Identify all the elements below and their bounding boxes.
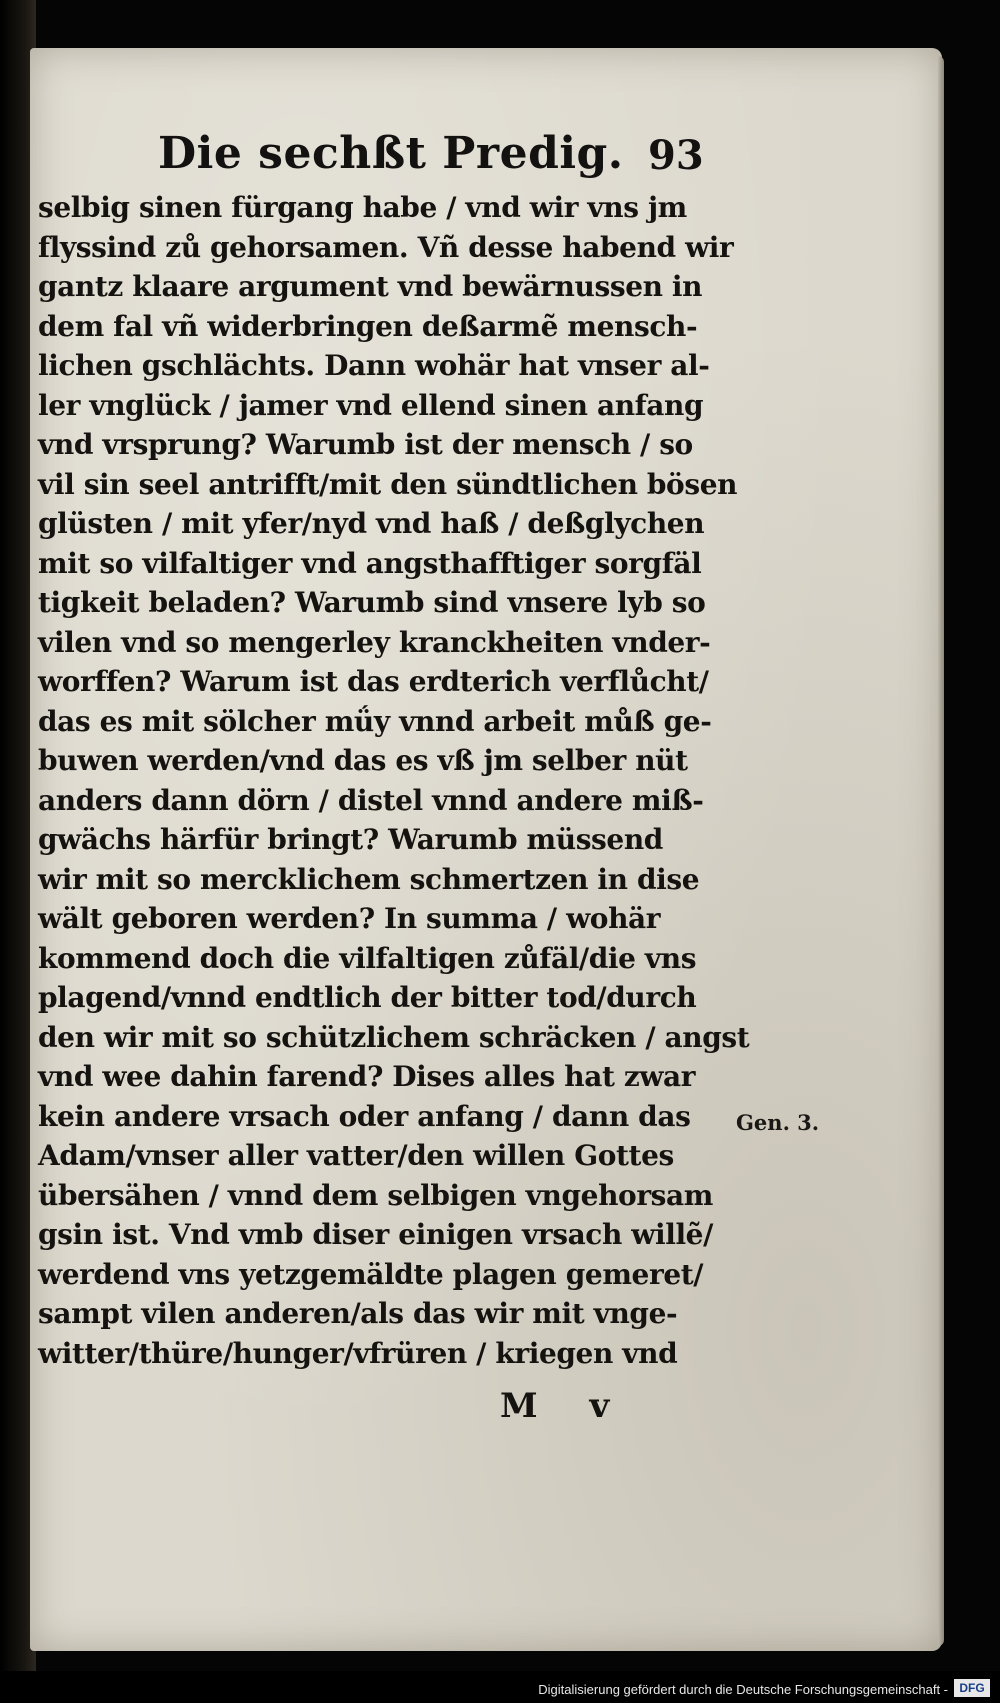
- running-head: Die sechßt Predig.: [158, 128, 624, 179]
- text-line: kommend doch die vilfaltigen zůfäl/die vns: [38, 941, 697, 975]
- text-line: vilen vnd so mengerley kranckheiten vnder-: [38, 625, 711, 659]
- text-line: lichen gschlächts. Dann wohär hat vnser al-: [38, 349, 710, 382]
- text-line: tigkeit beladen? Warumb sind vnsere lyb so: [38, 586, 706, 619]
- text-line: übersähen / vnnd dem selbigen vngehorsam: [38, 1178, 714, 1212]
- text-line: wält geboren werden? In summa / wohär: [38, 902, 661, 935]
- text-line: wir mit so mercklichem schmertzen in dise: [38, 862, 700, 896]
- text-line: sampt vilen anderen/als das wir mit vnge-: [38, 1297, 678, 1330]
- text-line: worffen? Warum ist das erdterich verflůcht/: [38, 665, 709, 698]
- text-line: das es mit sölcher mǘy vnnd arbeit můß ge-: [38, 704, 712, 738]
- text-line: gantz klaare argument vnd bewärnussen in: [38, 270, 703, 303]
- text-line: gwächs härfür bringt? Warumb müssend: [38, 823, 663, 856]
- text-line: buwen werden/vnd das es vß jm selber nüt: [38, 744, 688, 777]
- footer-bar: [0, 1671, 1000, 1703]
- page-edge: [938, 56, 944, 1646]
- page-number: 93: [648, 132, 704, 179]
- text-line: vnd wee dahin farend? Dises alles hat zwar: [38, 1060, 696, 1093]
- text-line: glüsten / mit yfer/nyd vnd haß / deßglychen: [38, 507, 705, 540]
- text-line: selbig sinen fürgang habe / vnd wir vns jm: [38, 191, 687, 224]
- text-line: vil sin seel antrifft/mit den sündtlichen bösen: [38, 467, 738, 501]
- text-line: vnd vrsprung? Warumb ist der mensch / so: [38, 428, 693, 461]
- dfg-logo: DFG: [954, 1679, 990, 1697]
- body-text: [38, 188, 758, 1373]
- text-line: witter/thüre/hunger/vfrüren / kriegen vnd: [38, 1336, 678, 1370]
- text-line: flyssind zů gehorsamen. Vñ desse habend wir: [38, 230, 734, 264]
- text-line: ler vnglück / jamer vnd ellend sinen anfang: [38, 388, 704, 422]
- text-line: kein andere vrsach oder anfang / dann das: [38, 1099, 691, 1133]
- text-line: plagend/vnnd endtlich der bitter tod/durch: [38, 981, 697, 1014]
- text-line: anders dann dörn / distel vnnd andere miß-: [38, 783, 704, 817]
- text-line: dem fal vñ widerbringen deßarmẽ mensch-: [38, 309, 698, 343]
- funding-credit: Digitalisierung gefördert durch die Deutsche Forschungsgemeinschaft -: [538, 1682, 948, 1697]
- paper-page: [30, 48, 942, 1651]
- text-line: mit so vilfaltiger vnd angsthafftiger sorgfäl: [38, 546, 702, 580]
- marginal-note: Gen. 3.: [736, 1110, 820, 1135]
- text-line: Adam/vnser aller vatter/den willen Gottes: [38, 1139, 674, 1172]
- text-line: gsin ist. Vnd vmb diser einigen vrsach willẽ/: [38, 1218, 713, 1251]
- signature-mark: M v: [500, 1386, 630, 1426]
- text-line: den wir mit so schützlichem schräcken / angst: [38, 1020, 750, 1054]
- text-line: werdend vns yetzgemäldte plagen gemeret/: [38, 1257, 704, 1291]
